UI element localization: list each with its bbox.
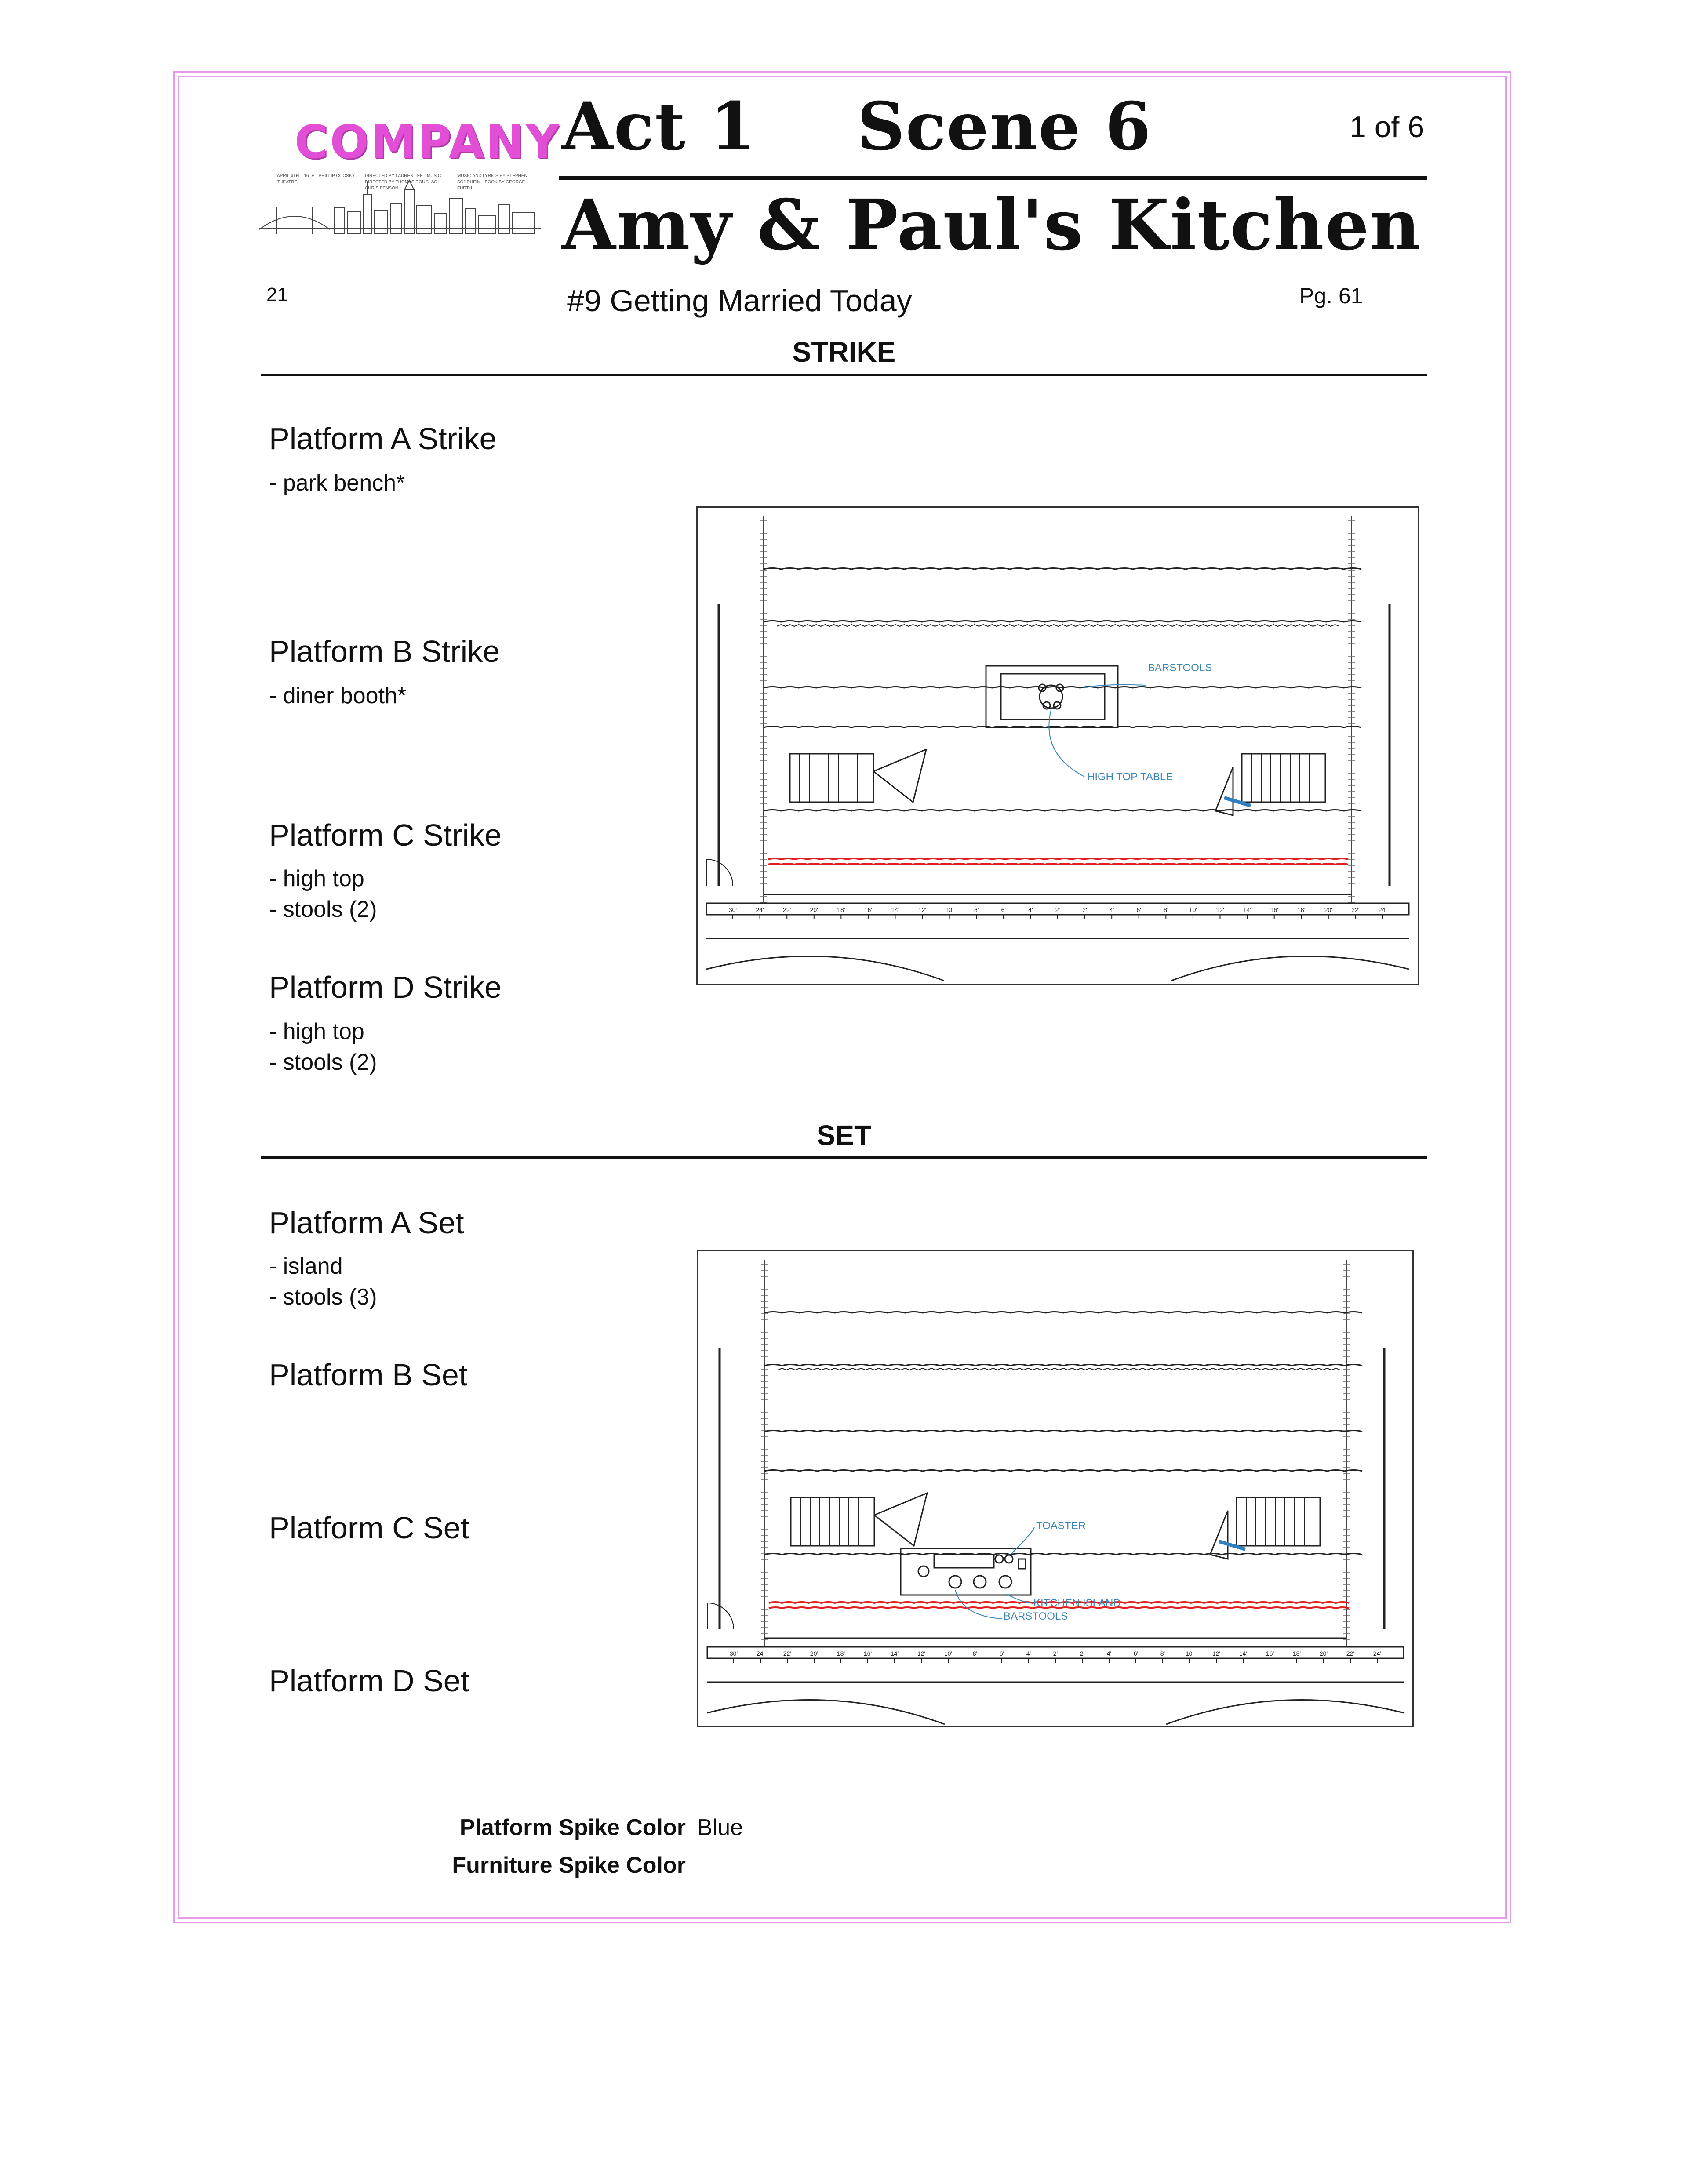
ruler-tick-label: 18' <box>837 1650 845 1657</box>
wagon-body <box>1242 754 1325 802</box>
location-title: Amy & Paul's Kitchen <box>562 185 1422 266</box>
ruler-tick-label: 2' <box>1053 1650 1058 1657</box>
ruler-tick-label: 16' <box>863 1650 872 1657</box>
ruler-tick-label: 30' <box>728 906 737 913</box>
ruler-tick-label: 18' <box>1292 1650 1301 1657</box>
ruler-tick-label: 2' <box>1055 906 1060 913</box>
lineset-rail <box>764 1312 1362 1313</box>
ruler-tick-label: 4' <box>1109 906 1114 913</box>
ruler-tick-label: 16' <box>864 906 873 913</box>
plan-base <box>707 1260 1404 1724</box>
ruler-tick-label: 8' <box>1160 1650 1165 1657</box>
logo-wordmark: COMPANY <box>295 115 561 169</box>
lineset-rail <box>764 687 1361 688</box>
list-item: - stools (2) <box>269 897 377 922</box>
masking-border <box>777 625 1339 626</box>
ruler-tick-label: 2' <box>1080 1650 1085 1657</box>
company-logo <box>259 115 561 238</box>
wagon-left <box>791 1493 927 1546</box>
wagon-ramp <box>874 1493 927 1546</box>
label-barstools: BARSTOOLS <box>1148 662 1212 674</box>
set-platform-c-label: Platform C Set <box>269 1511 469 1545</box>
strike-platform-d-items <box>269 1016 377 1078</box>
ruler-tick-label: 6' <box>1001 906 1006 913</box>
ruler-tick-label: 22' <box>783 1650 792 1657</box>
set-ground-plan <box>697 1250 1414 1727</box>
list-item: - high top <box>269 866 364 891</box>
ruler-tick-label: 12' <box>918 906 927 913</box>
credits-left: APRIL 4TH – 16TH · PHILLIP COOSKY THEATRE <box>277 174 355 185</box>
ruler-tick-label: 10' <box>944 1650 953 1657</box>
set-platform-a-label: Platform A Set <box>269 1206 464 1240</box>
strike-heading: STRIKE <box>792 336 896 368</box>
plan-base <box>706 516 1409 981</box>
ruler-tick-label: 4' <box>1028 906 1033 913</box>
ruler-tick-label: 16' <box>1270 906 1278 913</box>
list-item: - high top <box>269 1019 364 1044</box>
strike-plan-drawing <box>698 508 1418 984</box>
strike-platform-a-items <box>269 468 405 498</box>
wagon-right <box>1210 1497 1320 1559</box>
ruler-tick-label: 30' <box>729 1650 738 1657</box>
lineset-rail <box>764 568 1361 570</box>
wagon-ramp <box>1210 1511 1228 1559</box>
ruler-tick-label: 18' <box>1297 906 1306 913</box>
ruler-tick-label: 20' <box>810 1650 819 1657</box>
ruler-tick-label: 22' <box>1351 906 1360 913</box>
ruler-tick-label: 22' <box>783 906 791 913</box>
lineset-rail <box>764 810 1361 811</box>
ruler-tick-label: 4' <box>1026 1650 1031 1657</box>
stage-edge-line <box>768 864 1348 865</box>
stage-edge-line <box>768 858 1348 859</box>
label-toaster: TOASTER <box>1036 1520 1086 1532</box>
act-title: Act 1 <box>562 88 757 165</box>
lineset-rail <box>764 1431 1362 1432</box>
ruler-tick-label: 6' <box>1133 1650 1139 1657</box>
ruler-tick-label: 20' <box>1324 906 1332 913</box>
strike-platform-c-label: Platform C Strike <box>269 818 502 852</box>
lineset-rail <box>764 1365 1362 1366</box>
ruler-tick-label: 12' <box>1216 906 1224 913</box>
strike-platform-d-label: Platform D Strike <box>269 970 502 1004</box>
strike-ground-plan <box>696 506 1419 985</box>
ruler-tick-label: 14' <box>891 906 899 913</box>
ruler-tick-label: 10' <box>945 906 953 913</box>
list-item: - stools (3) <box>269 1284 377 1310</box>
scene-title: Scene 6 <box>857 88 1152 165</box>
high-top-table <box>986 666 1118 727</box>
ruler-tick-label: 12' <box>917 1650 926 1657</box>
audience-arc-right <box>1171 956 1409 981</box>
ruler-tick-label: 6' <box>999 1650 1004 1657</box>
masking-border <box>778 1368 1340 1370</box>
ruler-tick-label: 10' <box>1189 906 1197 913</box>
ruler-tick-label: 8' <box>974 906 979 913</box>
strike-platform-b-label: Platform B Strike <box>269 634 500 669</box>
list-item: - stools (2) <box>269 1050 377 1075</box>
list-item: - diner booth* <box>269 683 407 709</box>
ruler-tick-label: 14' <box>1239 1650 1248 1657</box>
ruler-tick-label: 12' <box>1212 1650 1221 1657</box>
credits-right: MUSIC AND LYRICS BY STEPHEN SONDHEIM · BOOK BY GEORGE FURTH <box>457 174 528 191</box>
ruler-tick-label: 14' <box>1243 906 1251 913</box>
audience-arc-left <box>707 1700 945 1724</box>
furniture-spike-label: Furniture Spike Color <box>452 1853 686 1878</box>
ruler-tick-label: 8' <box>972 1650 978 1657</box>
strike-platform-c-items <box>269 863 377 925</box>
wagon-right <box>1215 754 1325 815</box>
set-platform-d-label: Platform D Set <box>269 1664 469 1698</box>
kitchen-island <box>901 1548 1031 1595</box>
ruler-tick-label: 6' <box>1136 906 1141 913</box>
ruler-tick-label: 24' <box>1378 906 1387 913</box>
lineset-rail <box>764 621 1361 622</box>
set-heading: SET <box>816 1119 872 1151</box>
wagon-left <box>790 749 926 802</box>
ruler-tick-label: 16' <box>1266 1650 1274 1657</box>
ruler-tick-label: 18' <box>837 906 845 913</box>
ruler-tick-label: 4' <box>1106 1650 1112 1657</box>
wagon-body <box>790 754 873 802</box>
platform-spike-label: Platform Spike Color <box>459 1815 686 1840</box>
wagon-ramp <box>1215 767 1233 815</box>
list-item: - park bench* <box>269 470 405 496</box>
ruler-tick-label: 14' <box>890 1650 899 1657</box>
lineset-rail <box>764 1470 1362 1472</box>
lineset-rail <box>764 1554 1362 1555</box>
ruler-tick-label: 24' <box>756 1650 765 1657</box>
wagon-ramp <box>873 749 926 802</box>
ruler-tick-label: 20' <box>810 906 818 913</box>
title-divider <box>559 176 1427 180</box>
credits-mid: DIRECTED BY LAUREN LEE · MUSIC DIRECTED BY THOMAS DOUGLAS II · CHRIS BENSON <box>365 174 444 191</box>
set-plan-drawing <box>698 1251 1412 1726</box>
song-title: #9 Getting Married Today <box>567 283 912 318</box>
label-barstools: BARSTOOLS <box>1004 1610 1068 1622</box>
ruler-tick-label: 22' <box>1346 1650 1355 1657</box>
wagon-body <box>1237 1497 1320 1546</box>
set-platform-b-label: Platform B Set <box>269 1358 468 1392</box>
set-platform-a-items <box>269 1251 377 1312</box>
ruler-tick-label: 8' <box>1164 906 1168 913</box>
strike-platform-a-label: Platform A Strike <box>269 422 497 456</box>
strike-platform-b-items <box>269 680 406 711</box>
strike-divider <box>261 374 1427 376</box>
ruler-tick-label: 20' <box>1319 1650 1328 1657</box>
label-high-top-table: HIGH TOP TABLE <box>1087 771 1173 783</box>
ruler-tick-label: 2' <box>1082 906 1087 913</box>
ruler-tick-label: 24' <box>1373 1650 1382 1657</box>
page-number: 21 <box>266 284 288 305</box>
set-divider <box>261 1156 1427 1159</box>
list-item: - island <box>269 1254 343 1279</box>
page-count: 1 of 6 <box>1350 110 1425 144</box>
script-page: Pg. 61 <box>1299 283 1363 308</box>
ruler-tick-label: 24' <box>756 906 764 913</box>
audience-arc-left <box>706 956 944 981</box>
label-kitchen-island: KITCHEN ISLAND <box>1033 1597 1121 1609</box>
audience-arc-right <box>1166 1700 1404 1724</box>
wagon-body <box>791 1497 874 1546</box>
platform-spike-value: Blue <box>697 1815 743 1840</box>
ruler-tick-label: 10' <box>1185 1650 1194 1657</box>
